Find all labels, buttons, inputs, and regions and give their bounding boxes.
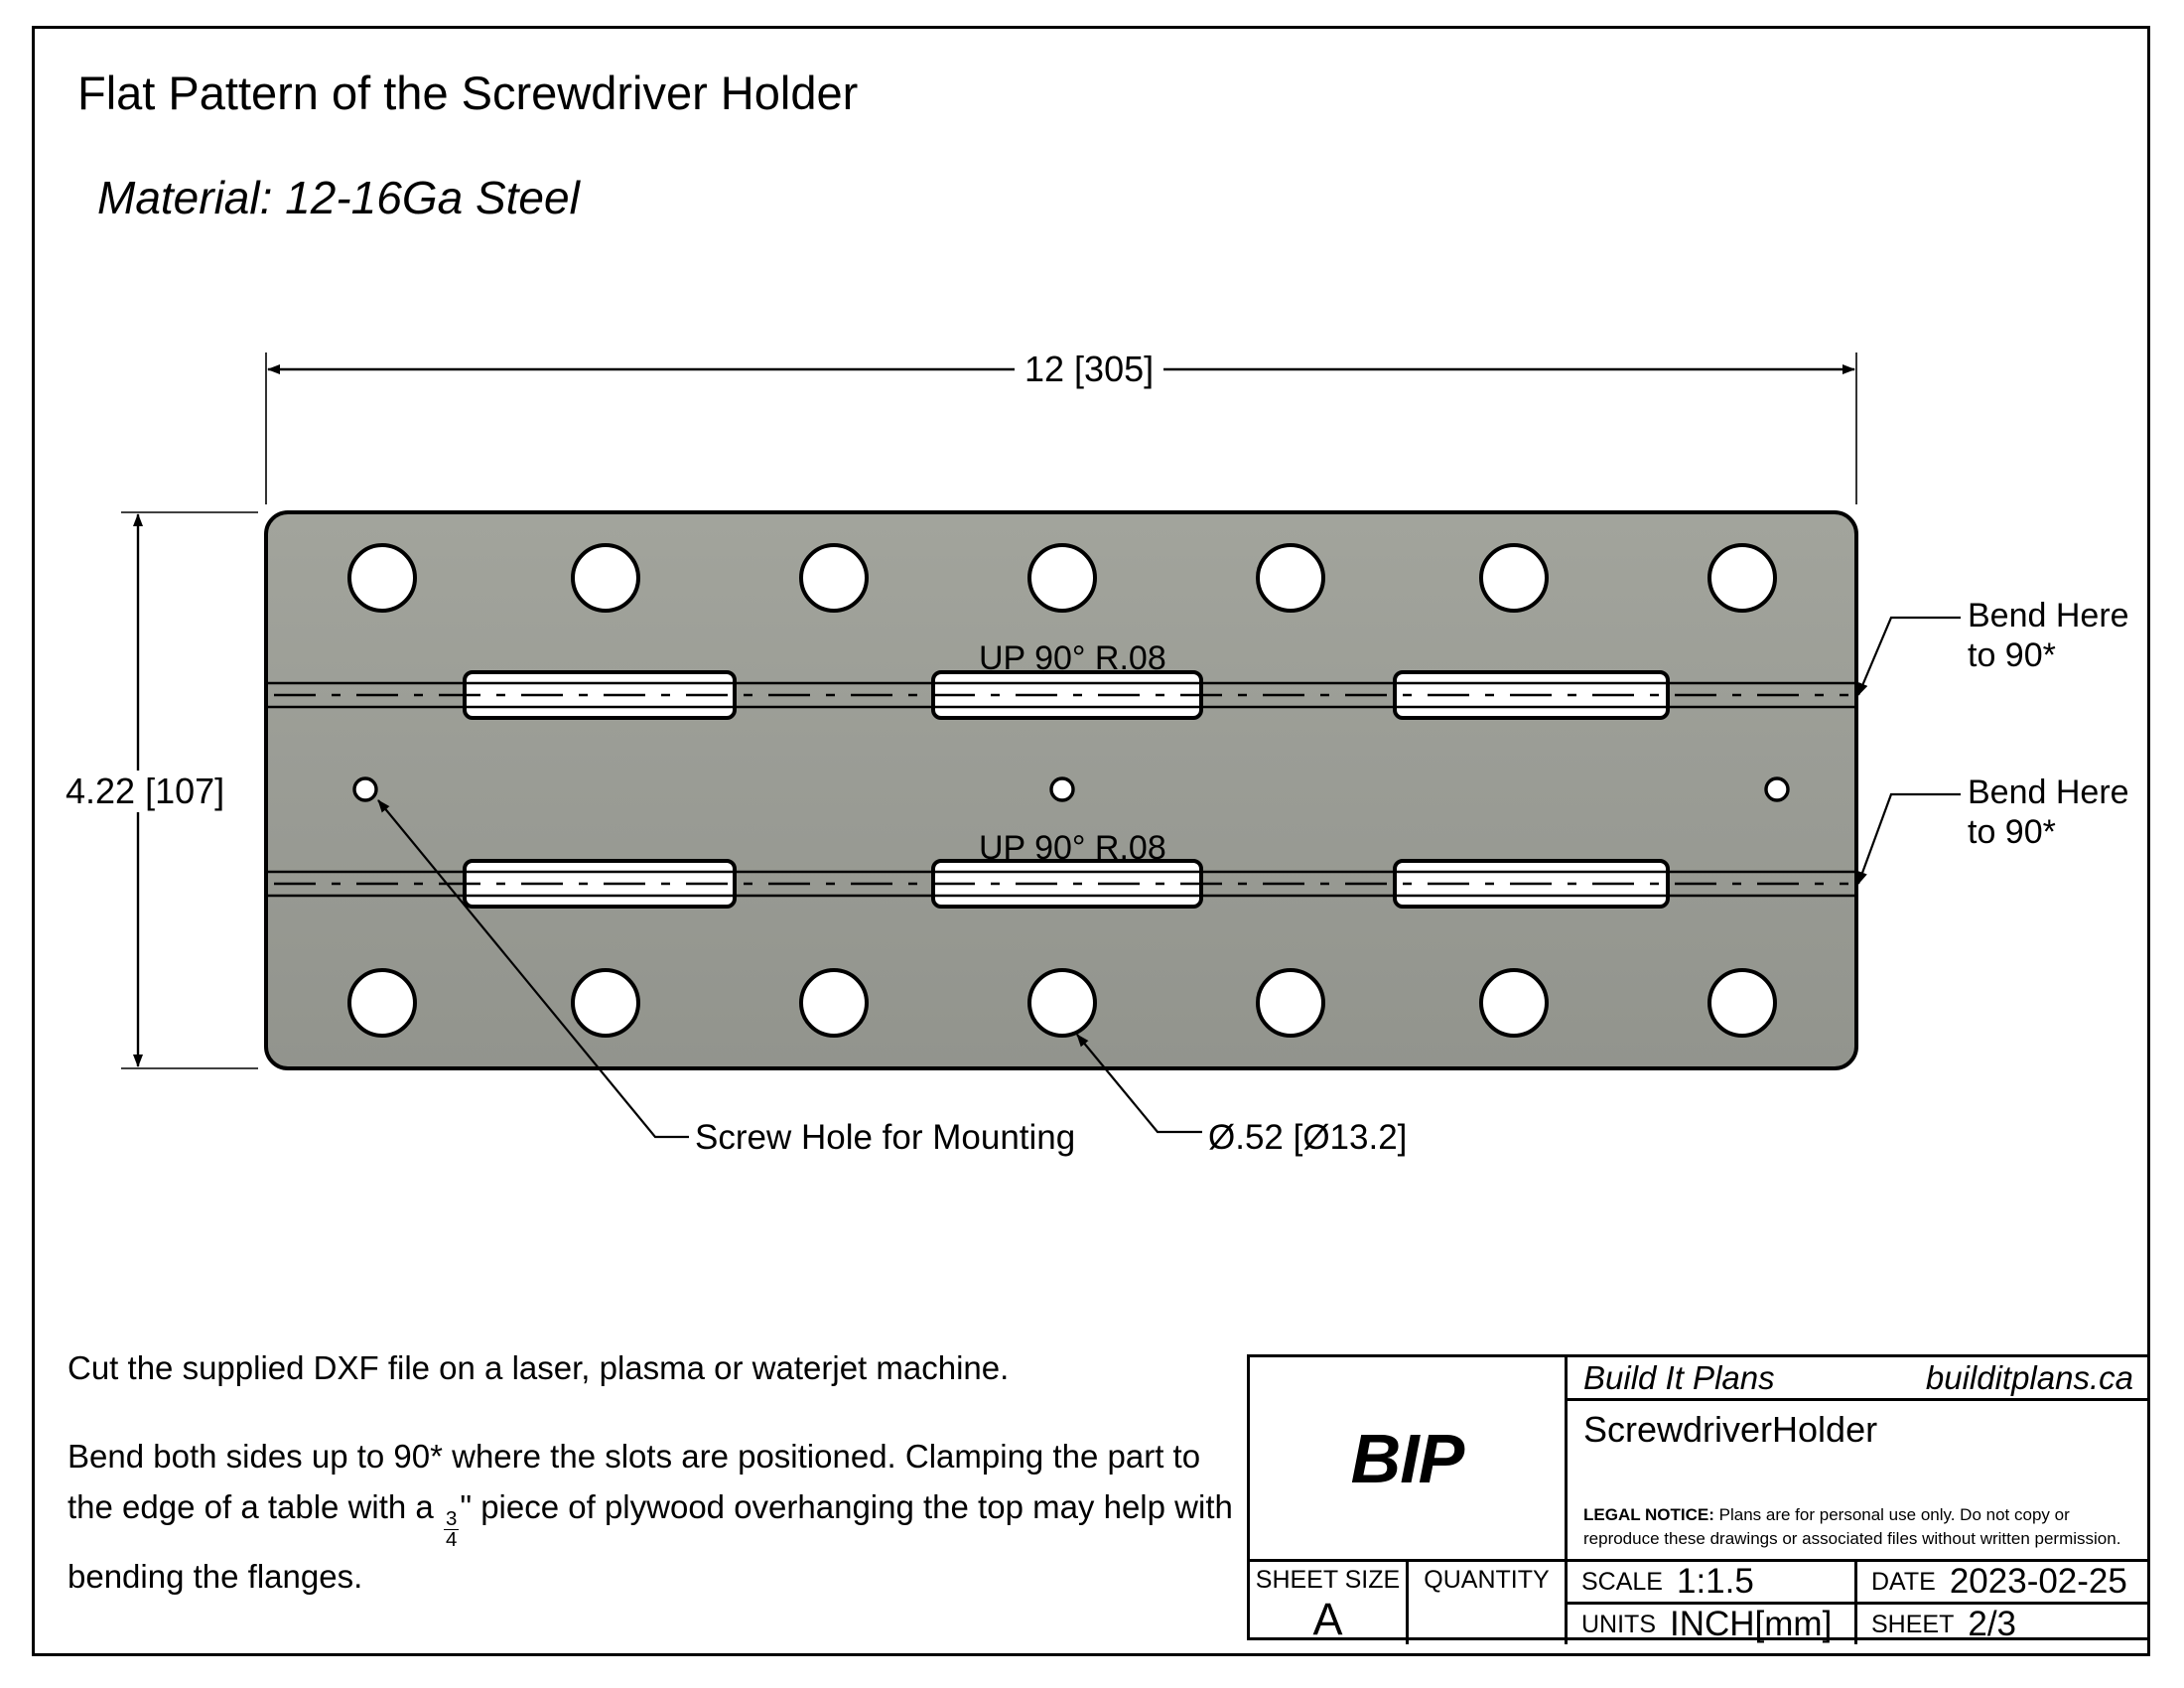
part-name: ScrewdriverHolder bbox=[1583, 1409, 1878, 1450]
date-field bbox=[1857, 1562, 2147, 1602]
legal-notice bbox=[1583, 1503, 2135, 1551]
bend-here-bottom-line1: Bend Here bbox=[1968, 774, 2129, 811]
date-value: 2023-02-25 bbox=[1949, 1562, 2127, 1601]
legal-notice-label: LEGAL NOTICE: bbox=[1583, 1505, 1714, 1525]
title-block-upper bbox=[1250, 1357, 2147, 1559]
note-1: Cut the supplied DXF file on a laser, plasma or waterjet machine. bbox=[68, 1349, 1010, 1386]
bend-note-bottom-label: UP 90° R.08 bbox=[979, 829, 1166, 867]
date-label: DATE bbox=[1871, 1567, 1936, 1596]
sheet-size-value: A bbox=[1312, 1594, 1343, 1644]
scale-date-row bbox=[1568, 1562, 2147, 1605]
bend-here-top-line1: Bend Here bbox=[1968, 597, 2129, 634]
sheet-field bbox=[1857, 1605, 2147, 1644]
scale-label: SCALE bbox=[1581, 1567, 1663, 1596]
part-name-area bbox=[1568, 1401, 2147, 1559]
note-2 bbox=[68, 1431, 1237, 1602]
bend-here-bottom-callout bbox=[1968, 773, 2129, 852]
units-field bbox=[1568, 1605, 1857, 1644]
hole-diameter-callout-label: Ø.52 [Ø13.2] bbox=[1208, 1118, 1408, 1157]
material-note: Material: 12-16Ga Steel bbox=[97, 172, 580, 223]
legal-notice-text: Plans are for personal use only. Do not copy or reproduce these drawings or associated files without written permission. bbox=[1583, 1505, 2121, 1549]
dimension-width-label: 12 [305] bbox=[1015, 349, 1163, 390]
title-block-upper-right bbox=[1568, 1357, 2147, 1559]
bend-here-bottom-line2: to 90* bbox=[1968, 813, 2056, 852]
dimension-height-label: 4.22 [107] bbox=[58, 771, 232, 812]
title-block-fields bbox=[1568, 1562, 2147, 1644]
scale-field bbox=[1568, 1562, 1857, 1602]
logo-cell bbox=[1250, 1357, 1568, 1559]
leader-bend-here-bottom bbox=[1858, 794, 1961, 884]
sheet-label: SHEET bbox=[1871, 1610, 1955, 1638]
title-block bbox=[1247, 1354, 2150, 1644]
bip-logo: BIP bbox=[1350, 1419, 1464, 1497]
fabrication-notes bbox=[68, 1342, 1237, 1602]
fraction-numerator: 3 bbox=[445, 1506, 458, 1530]
fraction-denominator: 4 bbox=[445, 1528, 458, 1552]
title-block-lower bbox=[1250, 1559, 2147, 1644]
note-2-text-before: Bend both sides up to 90* where the slots are positioned. Clamping the part to the edge of a table with a bbox=[68, 1438, 1201, 1526]
leader-bend-here-top bbox=[1858, 618, 1961, 695]
sheet-value: 2/3 bbox=[1968, 1605, 2017, 1643]
quantity-label: QUANTITY bbox=[1424, 1566, 1550, 1594]
units-value: INCH[mm] bbox=[1670, 1605, 1833, 1643]
scale-value: 1:1.5 bbox=[1676, 1562, 1754, 1601]
units-label: UNITS bbox=[1581, 1610, 1656, 1638]
bend-here-top-callout bbox=[1968, 596, 2129, 675]
sheet-size-label: SHEET SIZE bbox=[1255, 1566, 1401, 1594]
sheet-metal-plate bbox=[266, 512, 1856, 1068]
note-2-text-after: " piece of plywood overhanging the top may help with bending the flanges. bbox=[68, 1488, 1233, 1595]
units-sheet-row bbox=[1568, 1605, 2147, 1644]
bend-note-top-label: UP 90° R.08 bbox=[979, 639, 1166, 677]
page-title: Flat Pattern of the Screwdriver Holder bbox=[77, 67, 859, 119]
brand-row bbox=[1568, 1357, 2147, 1401]
quantity-cell bbox=[1409, 1562, 1568, 1644]
three-quarters-fraction bbox=[444, 1506, 459, 1552]
website-link[interactable]: builditplans.ca bbox=[1925, 1358, 2133, 1396]
sheet-size-cell bbox=[1250, 1562, 1409, 1644]
bend-here-top-line2: to 90* bbox=[1968, 636, 2056, 675]
screw-hole-callout-label: Screw Hole for Mounting bbox=[695, 1118, 1076, 1157]
company-name: Build It Plans bbox=[1583, 1358, 1775, 1396]
